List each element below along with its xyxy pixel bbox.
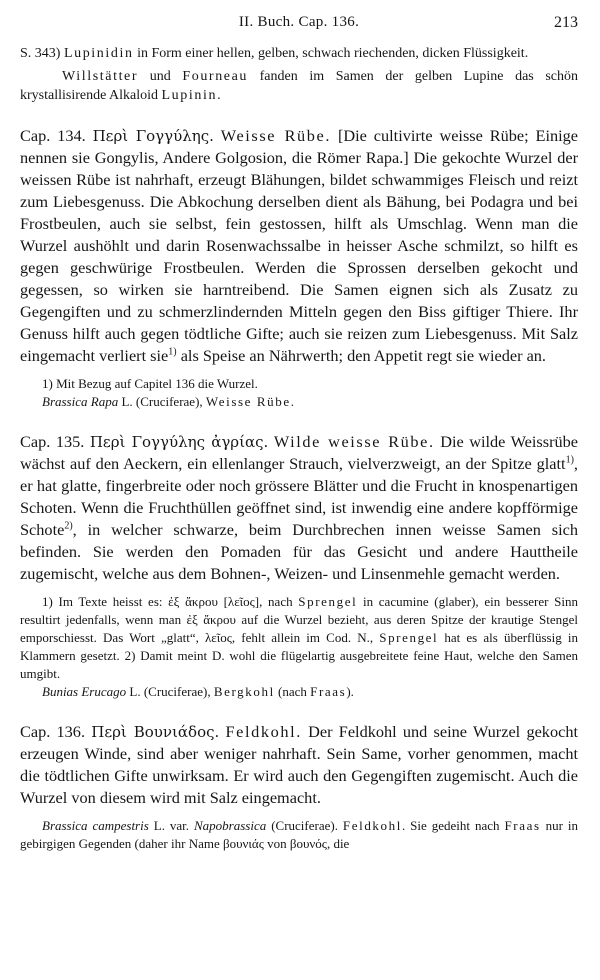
text-run: S. 343) bbox=[20, 46, 64, 61]
footnote bbox=[20, 593, 578, 683]
spaced-term: Lupinidin bbox=[63, 46, 134, 61]
scientific-name: Brassica campestris bbox=[42, 818, 149, 833]
page-header bbox=[20, 14, 578, 40]
botanical-note bbox=[20, 817, 578, 853]
book-page bbox=[20, 14, 578, 853]
botanical-note bbox=[20, 393, 578, 411]
text-run: und bbox=[138, 69, 183, 84]
running-title: II. Buch. Cap. 136. bbox=[238, 14, 360, 30]
chapter-text: , in welcher schwarze, beim Durchbrechen innen weisse Samen sich befinden. Sie werden den Pomaden für das Gesicht und andere Hauttheile zugemischt, welche aus dem Bohnen-, Weizen- und Linsenmehle gemacht werden. bbox=[20, 520, 578, 583]
text-run: 1) Im Texte heisst es: ἐξ ἄκρου [λεῖος], nach bbox=[42, 594, 299, 609]
author-name: Fourneau bbox=[182, 69, 249, 84]
text-run: . bbox=[217, 88, 221, 103]
author-name: Willstätter bbox=[62, 69, 139, 84]
chapter-text: Die wilde Weissrübe wächst auf den Aeckern, ein ellenlanger Strauch, vielverzweigt, an der Spitze glatt bbox=[20, 432, 579, 473]
text-run: (nach bbox=[274, 684, 311, 699]
text-run: L. (Cruciferae), bbox=[126, 684, 214, 699]
chapter-title: Feldkohl. bbox=[225, 722, 302, 741]
author-name: Sprengel bbox=[379, 630, 439, 645]
chapter-135 bbox=[20, 431, 578, 585]
botanical-note bbox=[20, 683, 578, 701]
greek-title: Περὶ Γογγύλης. bbox=[92, 127, 214, 145]
common-name: Weisse Rübe bbox=[205, 394, 291, 409]
author-name: Sprengel bbox=[298, 594, 358, 609]
scientific-name: Napobrassica bbox=[194, 818, 267, 833]
chapter-text: Der Feldkohl und seine Wurzel gekocht erzeugen Winde, sind aber weniger nahrhaft. Sein Same, vorher genommen, macht die tödtlichen Gifte unwirksam. Er wird auch den Gegengiften zugemischt. Auch die Wurzel von diesem wird mit Salz eingemacht. bbox=[20, 722, 578, 807]
text-run: (Cruciferae). bbox=[266, 818, 343, 833]
footnote-marker: 2) bbox=[64, 520, 73, 532]
text-run: L. (Cruciferae), bbox=[118, 394, 206, 409]
chapter-text: , er hat glatte, fingerbreite oder noch grössere Blätter und die Frucht in knospenartigen Schoten. Wenn die Fruchthüllen geöffnet sind, ist inwendig eine andere kopfförmige Schote bbox=[20, 454, 578, 539]
greek-title: Περὶ Γογγύλης ἀγρίας. bbox=[89, 433, 269, 451]
chapter-title: Weisse Rübe. bbox=[220, 126, 332, 145]
common-name: Bergkohl bbox=[213, 684, 275, 699]
text-run: nur in gebirgigen Gegenden (daher ihr Name βουνιάς von βουνός, die bbox=[20, 818, 578, 851]
chapter-134 bbox=[20, 125, 578, 367]
text-run: . Sie gedeiht nach bbox=[401, 818, 505, 833]
continued-paragraph bbox=[20, 44, 578, 63]
page-number: 213 bbox=[554, 14, 578, 31]
text-run: ). bbox=[346, 684, 354, 699]
author-name: Fraas bbox=[310, 684, 347, 699]
chapter-text: [Die cultivirte weisse Rübe; Einige nennen sie Gongylis, Andere Golgosion, die Römer Rapa.] Die gekochte Wurzel der weissen Rübe ist nahrhaft, erzeugt Blähungen, bildet schwammiges Fleisch und reizt zum Liebesgenuss. Die Abkochung derselben dient als Bähung, bei Podagra und bei Frostbeulen, auch sie selbst, fein gestossen, hilft als Umschlag. Wenn man die Wurzel aushöhlt und darin Rosenwachssalbe in heisser Asche schmilzt, so hilft es gegen geschwürige Frostbeulen. Werden die Sprossen derselben gekocht und gegessen, so wirken sie harntreibend. Die Samen eignen sich als Zusatz zu Gegengiften und zu schmerzlindernden Mitteln gegen den Biss giftiger Thiere. Ihr Genuss hilft auch gegen tödtliche Gifte; auch sie reizen zum Liebesgenuss. Mit Salz eingemacht verliert sie bbox=[20, 126, 579, 365]
text-run: hat es als überflüssig in Klammern gesetzt. 2) Damit meint D. wohl die flügelartig ausgebreitete feine Haut, welche den Samen umgibt. bbox=[20, 630, 578, 681]
chapter-text: als Speise an Nährwerth; den Appetit regt sie wieder an. bbox=[176, 346, 547, 365]
chapter-label: Cap. 134. bbox=[20, 126, 86, 145]
text-run: L. var. bbox=[148, 818, 194, 833]
scientific-name: Brassica Rapa bbox=[42, 394, 119, 409]
alkaloid-paragraph bbox=[20, 67, 578, 105]
text-run: fanden im Samen der gelben Lupine das schön krystallisirende Alkaloid bbox=[20, 69, 578, 103]
scientific-name: Bunias Erucago bbox=[42, 684, 127, 699]
text-run: . bbox=[290, 394, 294, 409]
chapter-136 bbox=[20, 721, 578, 809]
chapter-title: Wilde weisse Rübe. bbox=[273, 432, 435, 451]
footnote-marker: 1) bbox=[565, 454, 574, 466]
chapter-label: Cap. 136. bbox=[20, 722, 86, 741]
footnote-marker: 1) bbox=[168, 346, 177, 358]
chapter-label: Cap. 135. bbox=[20, 432, 85, 451]
common-name: Feldkohl bbox=[342, 818, 402, 833]
spaced-term: Lupinin bbox=[161, 88, 218, 103]
footnote: 1) Mit Bezug auf Capitel 136 die Wurzel. bbox=[42, 376, 258, 391]
text-run: in cacumine (glaber), ein besserer Sinn resultirt jedenfalls, wenn man ἐξ ἄκρου auf die Wurzel bezieht, aus deren Spitze der krautige Stengel emporschiesst. Das Wort „glatt“, λεῖος, fehlt allein im Cod. N., bbox=[20, 594, 579, 645]
greek-title: Περὶ Βουνιάδος. bbox=[91, 723, 220, 741]
author-name: Fraas bbox=[504, 818, 541, 833]
text-run: in Form einer hellen, gelben, schwach riechenden, dicken Flüssigkeit. bbox=[133, 46, 529, 61]
